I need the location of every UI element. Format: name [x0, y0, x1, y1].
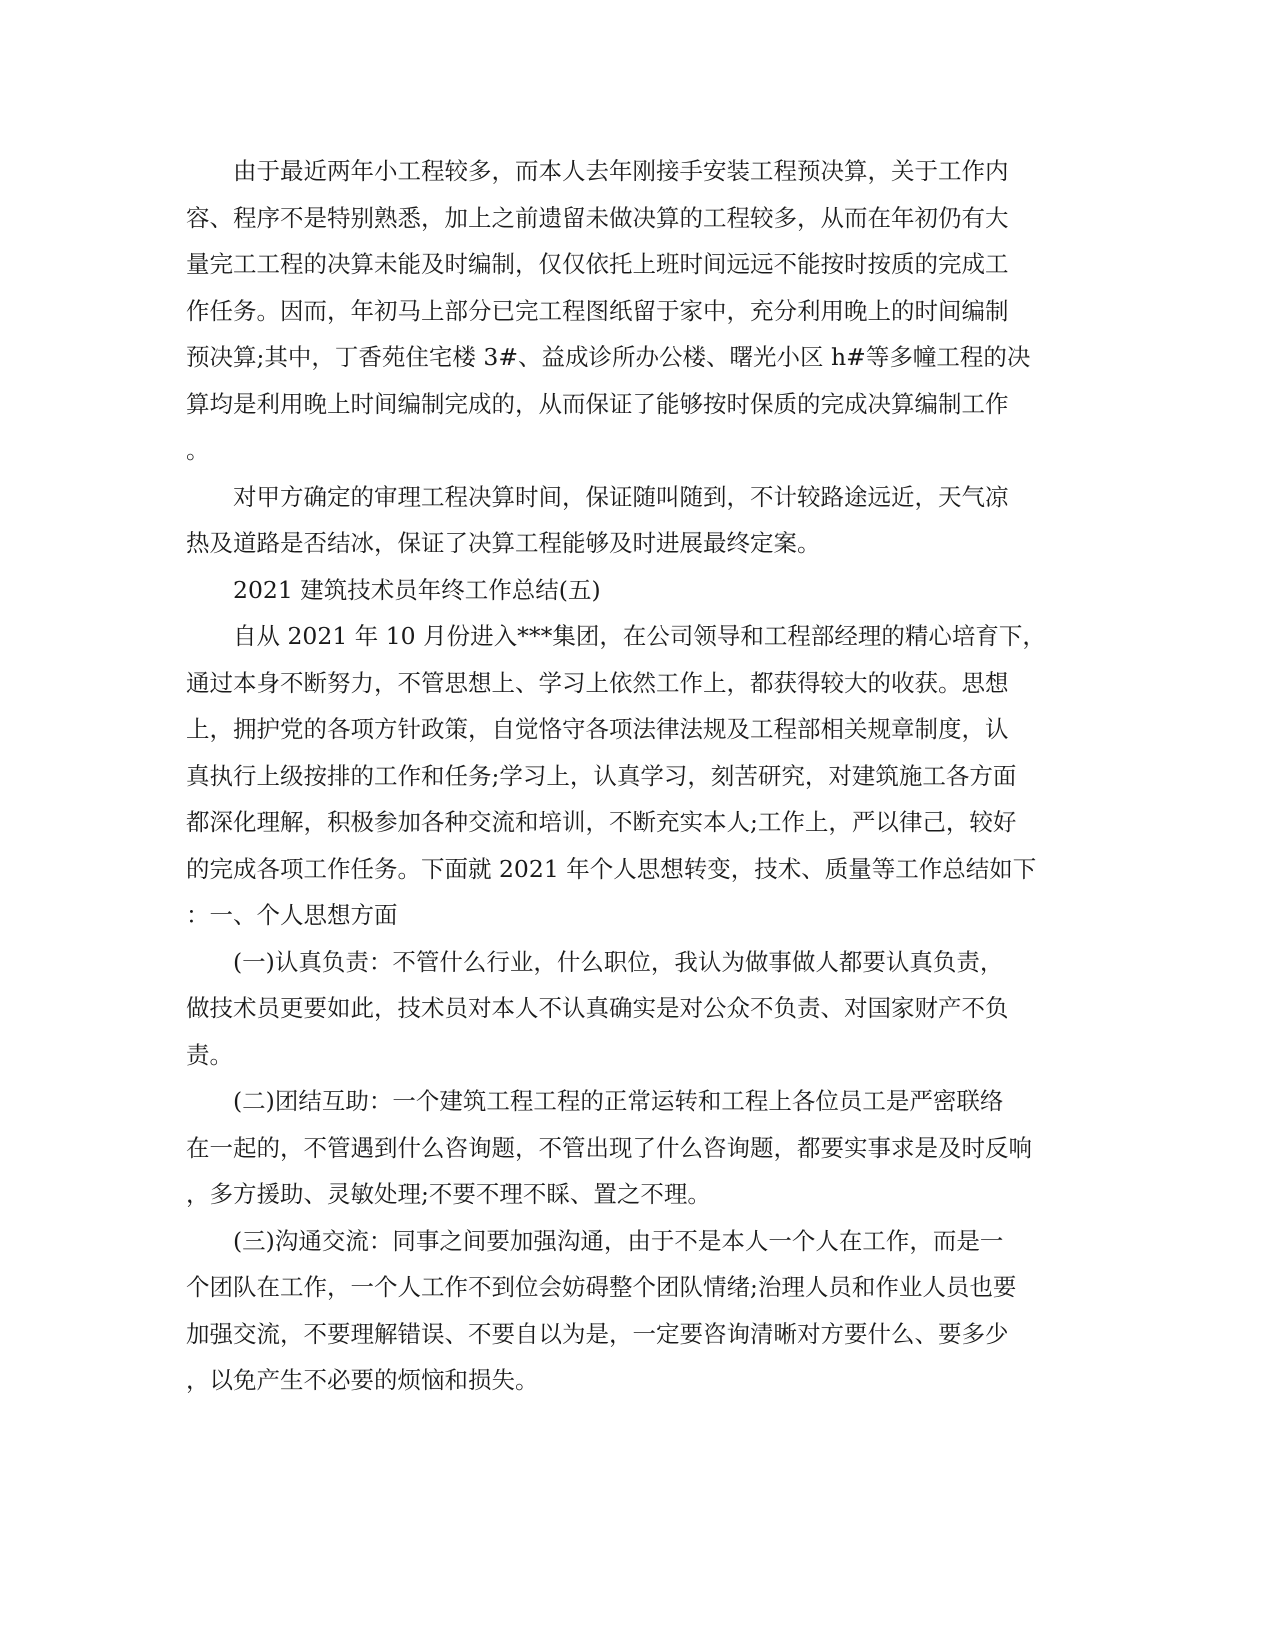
paragraph-line: ，以免产生不必要的烦恼和损失。 [186, 1366, 539, 1394]
paragraph-line: 在一起的，不管遇到什么咨询题，不管出现了什么咨询题，都要实事求是及时反响 [186, 1133, 1032, 1162]
paragraph-line: 通过本身不断努力，不管思想上、学习上依然工作上，都获得较大的收获。思想 [186, 668, 1009, 697]
paragraph-line: 热及道路是否结冰，保证了决算工程能够及时进展最终定案。 [186, 529, 821, 557]
document-page [186, 148, 1046, 1404]
paragraph-line: 由于最近两年小工程较多，而本人去年刚接手安装工程预决算，关于工作内 [233, 157, 1009, 185]
paragraph-line: 量完工工程的决算未能及时编制，仅仅依托上班时间远远不能按时按质的完成工 [186, 250, 1009, 278]
paragraph-line: 。 [186, 436, 210, 464]
paragraph-line: (二)团结互助：一个建筑工程工程的正常运转和工程上各位员工是严密联络 [233, 1087, 1004, 1115]
section-heading: 2021 建筑技术员年终工作总结(五) [233, 575, 601, 604]
paragraph-line: 对甲方确定的审理工程决算时间，保证随叫随到，不计较路途远近，天气凉 [233, 482, 1009, 511]
paragraph-line: 预决算;其中，丁香苑住宅楼 3#、益成诊所办公楼、曙光小区 h#等多幢工程的决 [186, 343, 1031, 371]
paragraph-line: 容、程序不是特别熟悉，加上之前遗留未做决算的工程较多，从而在年初仍有大 [186, 203, 1009, 232]
paragraph-line: 做技术员更要如此，技术员对本人不认真确实是对公众不负责、对国家财产不负 [186, 994, 1009, 1022]
paragraph-line: ：一、个人思想方面 [186, 901, 398, 929]
paragraph-line: 责。 [186, 1040, 233, 1069]
paragraph-line: 个团队在工作，一个人工作不到位会妨碍整个团队情绪;治理人员和作业人员也要 [186, 1273, 1017, 1301]
paragraph-line: 上，拥护党的各项方针政策，自觉恪守各项法律法规及工程部相关规章制度，认 [186, 715, 1009, 743]
paragraph-line: 自从 2021 年 10 月份进入***集团，在公司领导和工程部经理的精心培育下， [233, 622, 1046, 650]
paragraph-line: (三)沟通交流：同事之间要加强沟通，由于不是本人一个人在工作，而是一 [233, 1226, 1004, 1255]
paragraph-line: 真执行上级按排的工作和任务;学习上，认真学习，刻苦研究，对建筑施工各方面 [186, 761, 1017, 790]
paragraph-line: (一)认真负责：不管什么行业，什么职位，我认为做事做人都要认真负责， [233, 947, 1004, 976]
paragraph-line: 加强交流，不要理解错误、不要自以为是，一定要咨询清晰对方要什么、要多少 [186, 1319, 1009, 1348]
paragraph-line: ，多方援助、灵敏处理;不要不理不睬、置之不理。 [186, 1180, 711, 1208]
paragraph-line: 都深化理解，积极参加各种交流和培训，不断充实本人;工作上，严以律己，较好 [186, 808, 1017, 836]
paragraph-line: 作任务。因而，年初马上部分已完工程图纸留于家中，充分利用晚上的时间编制 [186, 296, 1009, 325]
paragraph-line: 算均是利用晚上时间编制完成的，从而保证了能够按时保质的完成决算编制工作 [186, 389, 1009, 418]
paragraph-line: 的完成各项工作任务。下面就 2021 年个人思想转变，技术、质量等工作总结如下 [186, 854, 1037, 883]
